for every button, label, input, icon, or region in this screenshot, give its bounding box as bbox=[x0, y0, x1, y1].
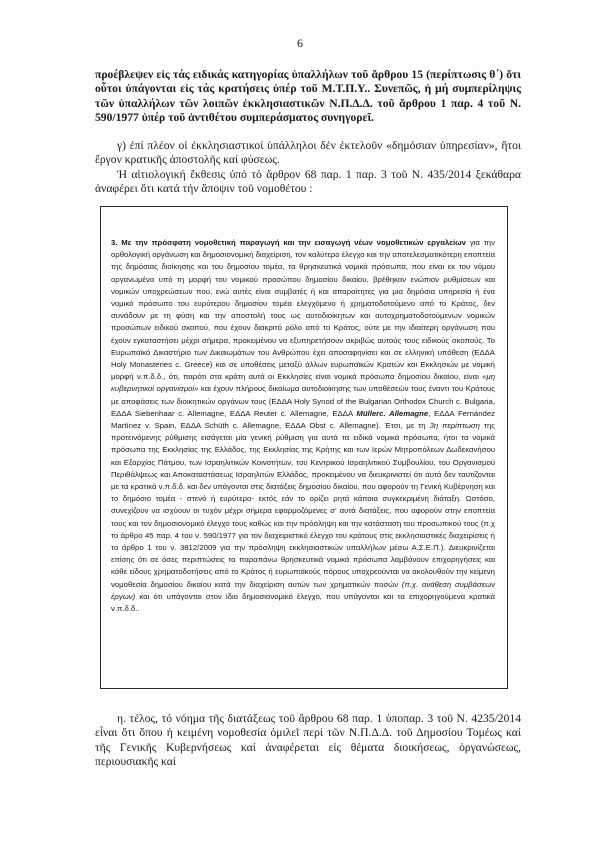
quote-part-2: και έχουν πλήρους δικαίωμα αυτοδιοίκησης των υποθέσεών τους έναντι του Κράτους με αποφάσεις των διοικητικών οργάνων τους (ΕΔΔΑ Holy Synod of the Bulgarian Orthodox Church c. Bulgaria, ΕΔΔΑ Siebenhaar c. Allemagne, ΕΔΔΑ Reuter c. Allemagne, ΕΔΔΑ bbox=[111, 384, 495, 418]
gamma-paragraph: γ) ἐπί πλέον οἱ ἐκκλησιαστικοί ὑπάλληλοι δέν ἐκτελοῦν «δημόσιαν ὑπηρεσίαν», ἤτοι ἔργον κρατικῆς ἀποστολῆς καί φύσεως. bbox=[95, 139, 521, 167]
quote-part-1: για την ορθολογική οργάνωση και δημοσιονομική διαχείριση, τον καλύτερο έλεγχο και την αποτελεσματικότερη εποπτεία της δημόσιας διοίκησης και του δημοσίου τομέα, τα θρησκευτικά νομικά πρόσωπα, που είναι εκ του νόμου οργανωμένα υπό τη μορφή του νομικού προσώπου δημοσίου δικαίου, βρέθηκαν ενώπιον ρυθμίσεων και νομικών υποχρεώσεων που, ενώ αυτές είναι συμβατές ή και απαραίτητες για μια δημόσια υπηρεσία ή ένα νομικό πρόσωπο του ευρύτερου δημοσίου τομέα ελεγχόμενο ή χρηματοδοτούμενο από το Κράτος, δεν συνάδουν με τη φύση και την αποστολή τους ως αυτοδιοίκητων και αυτοχρηματοδοτούμενων νομικών προσώπων ειδικού σκοπού, που έχουν διακριτό ρόλο από το Κράτος, ούτε με την ιδιαίτερη οργάνωση που έχουν εγκαταστήσει μέχρι σήμερα, προκειμένου να εξυπηρετήσουν ακριβώς αυτούς τους ειδικούς σκοπούς. Το Ευρωπαϊκό Δικαστήριο των Δικαιωμάτων του Ανθρώπου έχει αποσαφηνίσει και σε ελληνική υπόθεση (ΕΔΔΑ Holy Monasteries c. Greece) και σε υποθέσεις μεταξύ άλλων ευρωπαϊκών Κρατών και Εκκλησιών με νομική μορφή ν.π.δ.δ., ότι, παρότι στα κράτη αυτά οι Εκκλησίες είναι νομικά πρόσωπα δημοσίου δικαίου, είναι bbox=[111, 238, 495, 382]
quote-part-5: και ότι υπάγονται στον ίδιο δημοσιονομικό έλεγχο, που υπάγονται και τα επιχορηγούμενα κρατικά ν.π.δ.δ.. bbox=[111, 591, 495, 614]
quote-part-3: , ΕΔΔΑ Fernández Martínez v. Spain, ΕΔΔΑ Schüth c. Allemagne, ΕΔΔΑ Obst c. Allemagne). Έτσι, με τη bbox=[111, 408, 495, 431]
quoted-explanatory-report-text bbox=[111, 237, 495, 615]
explanatory-report-paragraph: Ἡ αἰτιολογική ἔκθεσις ὑπό τό ἄρθρον 68 παρ. 1 παρ. 3 τοῦ Ν. 435/2014 ξεκάθαρα ἀναφέρει ὅτι κατά τήν ἄποψιν τοῦ νομοθέτου : bbox=[95, 168, 521, 196]
bold-intro-paragraph: προέβλεψεν εἰς τάς ειδικάς κατηγορίας ὑπαλλήλων τοῦ ἄρθρου 15 (περίπτωσις θ΄) ὅτι οὗτοι ὑπάγονται εἰς τάς κρατήσεις ὑπέρ τοῦ Μ.Τ.Π.Υ.. Συνεπῶς, ἡ μή συμπερίληψις τῶν ὑπαλλήλων τῶν λοιπῶν ἐκκλησιαστικῶν Ν.Π.Δ.Δ. τοῦ ἄρθρου 1 παρ. 4 τοῦ Ν. 590/1977 ὑπέρ τοῦ ἀντιθέτου συμπεράσματος συνηγορεῖ. bbox=[95, 68, 521, 125]
quote-lead: 3. Με την πρόσφατη νομοθετική παραγωγή και την εισαγωγή νέων νομοθετικών εργαλείων bbox=[111, 238, 466, 247]
quote-italic-3: 3η περίπτωση bbox=[429, 421, 480, 431]
quote-italic-2: Müllerc. Allemagne bbox=[356, 408, 429, 418]
quote-italic-4: (π.χ. ανάθεση συμβάσεων έργων) bbox=[111, 579, 496, 601]
quoted-explanatory-report-box bbox=[100, 206, 508, 689]
eta-paragraph: η. τέλος, τό νόημα τῆς διατάξεως τοῦ ἄρθρου 68 παρ. 1 ὑποπαρ. 3 τοῦ Ν. 4235/2014 εἶναι ὅτι ὅπου ἡ κειμένη νομοθεσία ὁμιλεῖ περί τῶν Ν.Π.Δ.Δ. τοῦ Δημοσίου Τομέως καί τῆς Γενικῆς Κυβερνήσεως καί ἀναφέρεται εἰς θέματα διοικήσεως, ὀργανώσεως, περιουσιακῆς καί bbox=[95, 712, 521, 769]
quote-italic-1: «μη κυβερνητικοί οργανισμοί» bbox=[111, 372, 495, 394]
quote-part-4: της προτεινόμενης ρύθμισης εισάγεται μία γενική ρύθμιση για αυτά τα ειδικά νομικά πρόσωπα, ήτοι τα νομικά πρόσωπα της Εκκλησίας της Ελλάδος, της Εκκλησίας της Κρήτης και των Ιερών Μητροπόλεων Δωδεκανήσου και Εξαρχίας Πάτμου, των Ισραηλιτικών Κοινοτήτων, του Κεντρικού Ισραηλιτικού Συμβουλίου, του Οργανισμού Περιθάλψεως και Αποκαταστάσεως Ισραηλιτών Ελλάδος, προκειμένου να διευκρινιστεί ότι αυτά δεν ταυτίζονται με τα κρατικά ν.π.δ.δ. και δεν υπάγονται στις διατάξεις δημοσίου δικαίου, που αφορούν τη Γενική Κυβέρνηση και το δημόσιο τομέα - στενό ή ευρύτερο- εκτός εάν το ορίζει ρητά κάποια συγκεκριμένη διάταξη. Ωστόσο, συνεχίζουν να ισχύουν οι τυχόν μέχρι σήμερα εφαρμοζόμενες σ' αυτά διατάξεις, που αφορούν στην εποπτεία τους και τον δημοσιονομικό έλεγχο τους καθώς και την πρόσληψη και την κατάσταση του προσωπικού τους (π.χ το άρθρο 45 παρ. 4 του ν. 590/1977 για τον διαχειριστικό έλεγχο του κράτους στις εκκλησιαστικές διαχειρίσεις ή το άρθρο 1 του ν. 3812/2009 για την πρόσληψη εκκλησιαστικών υπαλλήλων μέσω Α.Σ.Ε.Π.). Διευκρινίζεται επίσης ότι σε όσες περιπτώσεις τα παραπάνω θρησκευτικά νομικά πρόσωπα λαμβάνουν επιχορηγήσεις και κάθε είδους χρηματοδοτήσεις από το Κράτος ή ευρωπαϊκούς πόρους υποχρεούνται να ακολουθούν την κείμενη νομοθεσία δημοσίου δικαίου κατά την διαχείριση αυτών των χρηματικών ποσών bbox=[111, 421, 495, 589]
page-number: 6 bbox=[297, 36, 303, 50]
